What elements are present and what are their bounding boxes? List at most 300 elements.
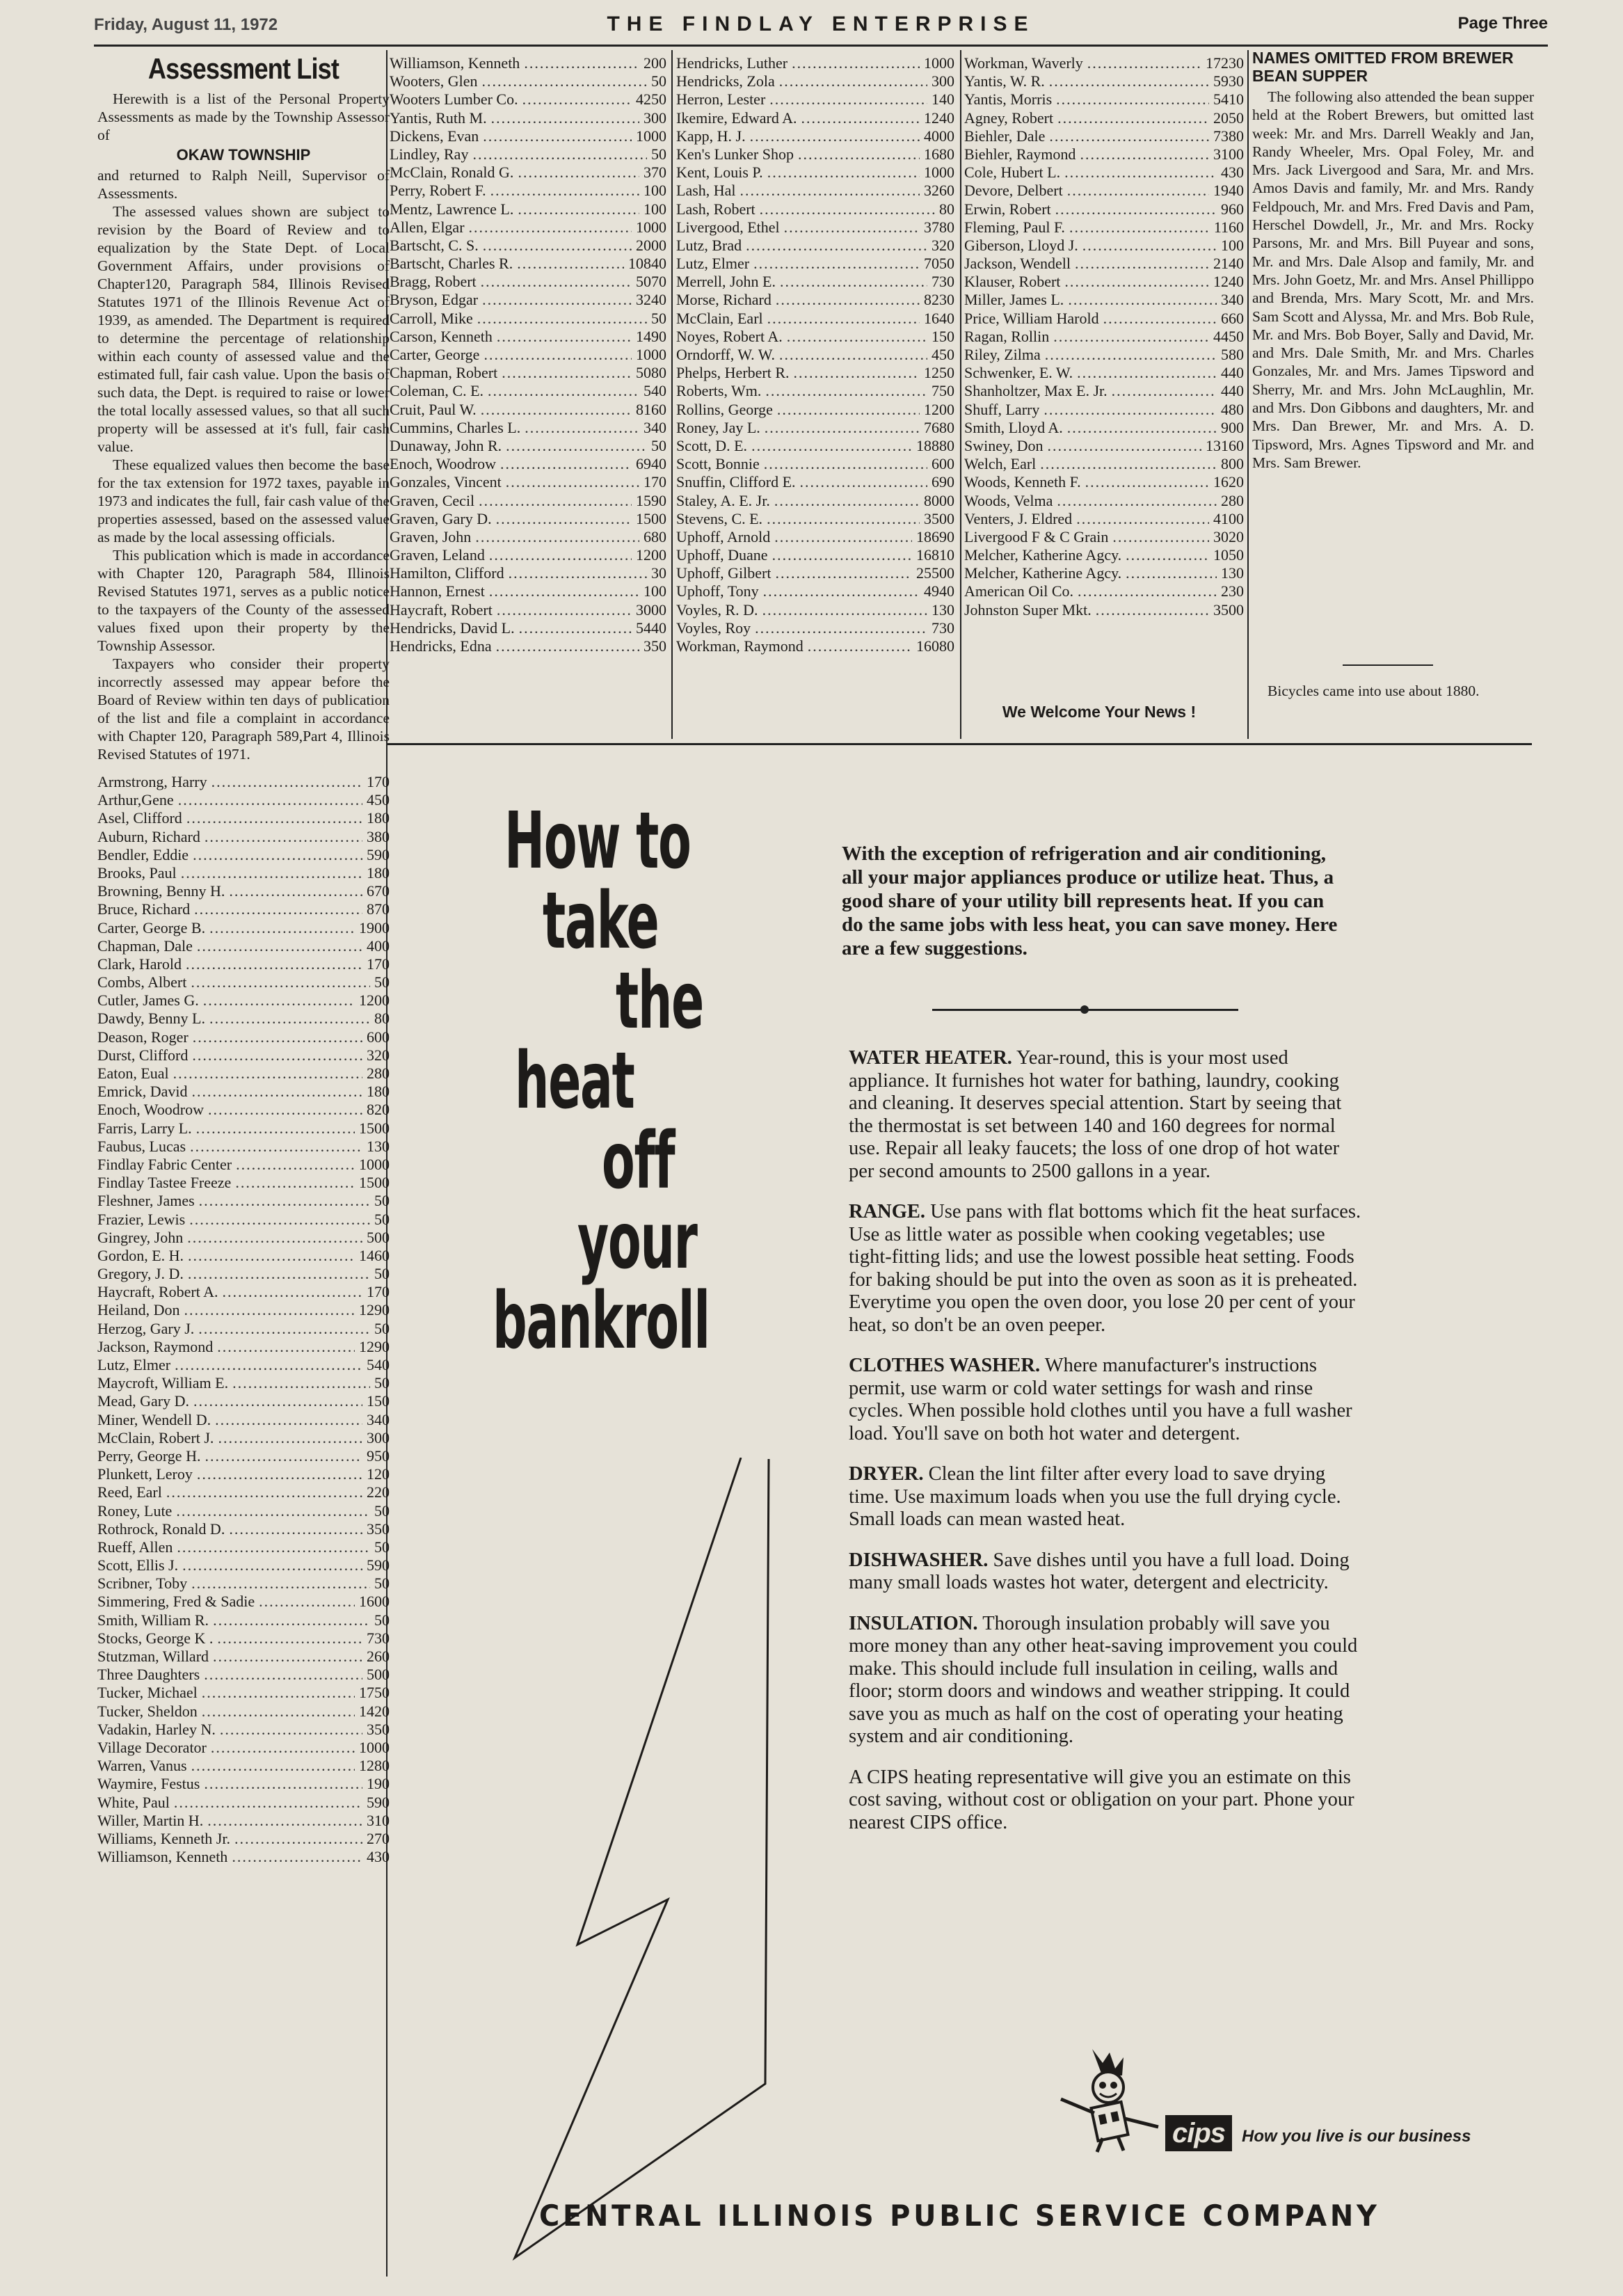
assessed-value: 100 — [643, 182, 666, 200]
taxpayer-name: Dawdy, Benny L. — [97, 1010, 205, 1028]
assessed-value: 8160 — [636, 400, 666, 418]
dot-leader — [1082, 237, 1217, 255]
taxpayer-name: Miller, James L. — [964, 291, 1064, 309]
dot-leader — [1080, 145, 1209, 164]
dot-leader — [1057, 492, 1217, 510]
assessed-value: 16810 — [916, 546, 954, 564]
assessed-value: 170 — [367, 1283, 390, 1301]
dot-leader — [751, 437, 912, 455]
dot-leader — [762, 601, 927, 619]
assessment-list-col2 — [390, 54, 666, 655]
assessed-value: 600 — [367, 1028, 390, 1046]
taxpayer-name: Riley, Zilma — [964, 346, 1041, 363]
dot-leader — [1112, 528, 1209, 546]
dot-leader — [518, 200, 639, 218]
assessed-value: 5930 — [1213, 72, 1244, 90]
assessed-value: 260 — [367, 1648, 390, 1665]
assessment-entry — [97, 1538, 390, 1556]
dot-leader — [1057, 109, 1209, 127]
assessed-value: 270 — [367, 1829, 390, 1847]
dot-leader — [229, 882, 362, 900]
assessed-value: 80 — [374, 1010, 390, 1028]
assessed-value: 870 — [367, 900, 390, 918]
taxpayer-name: Emrick, David — [97, 1083, 188, 1101]
taxpayer-name: Maycroft, William E. — [97, 1374, 229, 1392]
assessment-entry — [676, 455, 954, 473]
assessment-entry — [97, 1666, 390, 1684]
tip-dishwasher — [849, 1549, 1364, 1595]
assessment-entry — [676, 54, 954, 72]
headline-line: bankroll — [493, 1276, 710, 1366]
dot-leader — [753, 255, 920, 273]
assessed-value: 730 — [932, 273, 954, 291]
dot-leader — [205, 828, 362, 846]
dot-leader — [186, 809, 362, 827]
assessment-entry — [390, 510, 666, 528]
assessment-entry — [390, 637, 666, 655]
intro-paragraph: Herewith is a list of the Personal Property Assessments as made by the Township Assessor of — [97, 90, 390, 143]
taxpayer-name: Graven, Leland — [390, 546, 485, 564]
taxpayer-name: Carter, George — [390, 346, 480, 363]
assessment-entry — [97, 1794, 390, 1812]
assessment-entry — [97, 1229, 390, 1247]
headline-line: How to — [504, 796, 691, 886]
assessment-entry — [97, 1247, 390, 1265]
assessment-entry — [97, 1520, 390, 1538]
assessment-entry — [964, 564, 1244, 582]
assessed-value: 1590 — [636, 491, 666, 509]
assessed-value: 1000 — [636, 127, 666, 145]
trivia-divider — [1343, 664, 1433, 666]
assessment-entry — [97, 1447, 390, 1465]
assessment-entry — [97, 1174, 390, 1192]
dot-leader — [191, 973, 370, 991]
assessed-value: 170 — [367, 955, 390, 973]
assessment-entry — [97, 1739, 390, 1757]
ad-divider-dot — [1080, 1005, 1089, 1014]
assessed-value: 3500 — [1213, 600, 1244, 619]
assessment-entry — [964, 382, 1244, 400]
dot-leader — [1085, 473, 1209, 491]
assessment-entry — [390, 564, 666, 582]
dot-leader — [177, 1538, 370, 1556]
taxpayer-name: Gingrey, John — [97, 1228, 184, 1246]
taxpayer-name: Roberts, Wm. — [676, 382, 762, 400]
dot-leader — [232, 1848, 362, 1866]
assessed-value: 50 — [374, 973, 390, 991]
taxpayer-name: Johnston Super Mkt. — [964, 600, 1092, 619]
assessment-entry — [676, 109, 954, 127]
masthead — [94, 10, 1548, 42]
dot-leader — [1103, 310, 1217, 328]
taxpayer-name: Melcher, Katherine Agcy. — [964, 546, 1122, 564]
assessment-entry — [390, 582, 666, 600]
assessed-value: 730 — [367, 1629, 390, 1647]
dot-leader — [500, 455, 632, 473]
assessment-entry — [964, 546, 1244, 564]
assessed-value: 130 — [367, 1137, 390, 1155]
body-paragraph: These equalized values then become the base for the tax extension for 1972 taxes, payable in 1973 and indicates the full, fair cash value of the properties assessed, based on the assessed value as made by the local assessing officials. — [97, 456, 390, 545]
dot-leader — [777, 401, 920, 419]
taxpayer-name: Warren, Vanus — [97, 1757, 187, 1775]
dot-leader — [808, 637, 912, 655]
dot-leader — [1053, 328, 1209, 346]
tip-text: Thorough insulation probably will save you more money than any other heat-saving improvement you could make. This should include full insulation in ceiling, walls and floor; storm doors and windows and weather stripping. It could save you as much as half on the cost of operating your heating system and air conditioning. — [849, 1612, 1358, 1747]
taxpayer-name: Stocks, George K . — [97, 1629, 214, 1647]
assessment-entry — [97, 1812, 390, 1830]
dot-leader — [1075, 255, 1209, 273]
assessed-value: 50 — [651, 309, 666, 327]
dot-leader — [204, 1775, 362, 1793]
assessment-entry — [390, 182, 666, 200]
assessed-value: 180 — [367, 809, 390, 827]
dot-leader — [524, 54, 639, 72]
taxpayer-name: Gonzales, Vincent — [390, 473, 502, 491]
taxpayer-name: Swiney, Don — [964, 436, 1044, 454]
tip-title: DISHWASHER. — [849, 1549, 989, 1571]
cips-logo: cips — [1165, 2115, 1232, 2151]
taxpayer-name: Fleshner, James — [97, 1192, 195, 1210]
taxpayer-name: Perry, Robert F. — [390, 182, 486, 200]
assessment-entry — [97, 828, 390, 846]
assessed-value: 310 — [367, 1811, 390, 1829]
headline-line: take — [543, 876, 659, 966]
assessment-entry — [676, 182, 954, 200]
tip-text: Where manufacturer's instructions permit, use warm or cold water settings for wash and rinse cycles. When possible hold clothes until you have a full washer load. You'll save on both hot water and detergent. — [849, 1355, 1352, 1444]
dot-leader — [213, 1611, 370, 1629]
dot-leader — [1096, 601, 1209, 619]
assessed-value: 80 — [939, 200, 954, 218]
assessment-entry — [676, 510, 954, 528]
assessment-entry — [676, 637, 954, 655]
dot-leader — [800, 473, 927, 491]
taxpayer-name: Welch, Earl — [964, 455, 1037, 473]
assessment-entry — [964, 182, 1244, 200]
assessed-value: 8000 — [924, 491, 954, 509]
taxpayer-name: Schwenker, E. W. — [964, 364, 1073, 382]
assessed-value: 230 — [1221, 582, 1244, 600]
dot-leader — [190, 1138, 362, 1156]
dot-leader — [750, 127, 920, 145]
assessment-entry — [964, 54, 1244, 72]
assessment-entry — [390, 473, 666, 491]
ad-closing: A CIPS heating representative will give you an estimate on this cost saving, without cost or obligation on your part. Phone your nearest CIPS office. — [849, 1766, 1354, 1833]
taxpayer-name: Hamilton, Clifford — [390, 564, 504, 582]
assessment-entry — [97, 773, 390, 791]
assessed-value: 300 — [643, 109, 666, 127]
dot-leader — [482, 72, 647, 90]
assessment-entry — [97, 864, 390, 882]
township-name: OKAW TOWNSHIP — [176, 146, 311, 164]
assessed-value: 1050 — [1213, 546, 1244, 564]
dot-leader — [740, 182, 920, 200]
taxpayer-name: Morse, Richard — [676, 291, 771, 309]
assessed-value: 320 — [932, 236, 954, 254]
dot-leader — [483, 127, 632, 145]
tip-title: RANGE. — [849, 1201, 926, 1222]
taxpayer-name: Gordon, E. H. — [97, 1246, 184, 1264]
assessment-entry — [964, 237, 1244, 255]
dot-leader — [509, 564, 647, 582]
assessed-value: 540 — [643, 382, 666, 400]
assessed-value: 1000 — [636, 218, 666, 236]
dot-leader — [780, 273, 927, 291]
assessment-entry — [97, 1703, 390, 1721]
assessed-value: 350 — [367, 1520, 390, 1538]
column-rule — [960, 50, 961, 739]
taxpayer-name: Uphoff, Tony — [676, 582, 759, 600]
assessment-entry — [964, 455, 1244, 473]
tip-text: Use pans with flat bottoms which fit the heat surfaces. Use as little water as possible when cooking vegetables; use tight-fitting lids; and use the lowest possible heat setting. Foods for baking should be put into the oven as soon as it is preheated. Everytime you open the oven door, you lose 20 per cent of your heat, so don't be an oven peeper. — [849, 1201, 1361, 1336]
assessed-value: 960 — [1221, 200, 1244, 218]
assessed-value: 4100 — [1213, 509, 1244, 527]
taxpayer-name: Graven, Gary D. — [390, 509, 492, 527]
dot-leader — [1077, 364, 1217, 382]
assessment-entry — [964, 310, 1244, 328]
assessed-value: 1240 — [924, 109, 954, 127]
assessed-value: 180 — [367, 863, 390, 882]
taxpayer-name: Herzog, Gary J. — [97, 1319, 195, 1337]
taxpayer-name: Workman, Raymond — [676, 637, 803, 655]
taxpayer-name: Shanholtzer, Max E. Jr. — [964, 382, 1108, 400]
taxpayer-name: Bragg, Robert — [390, 273, 477, 291]
assessed-value: 300 — [932, 72, 954, 90]
dot-leader — [517, 255, 624, 273]
headline-line: your — [577, 1196, 697, 1286]
assessment-entry — [390, 601, 666, 619]
dot-leader — [1049, 127, 1209, 145]
dot-leader — [792, 54, 920, 72]
assessment-entry — [390, 419, 666, 437]
assessed-value: 350 — [367, 1720, 390, 1738]
taxpayer-name: Heiland, Don — [97, 1301, 180, 1319]
assessment-entry — [390, 437, 666, 455]
taxpayer-name: Herron, Lester — [676, 90, 766, 109]
assessment-entry — [964, 291, 1244, 309]
assessment-list-col4 — [964, 54, 1244, 619]
assessed-value: 2050 — [1213, 109, 1244, 127]
assessed-value: 100 — [1221, 236, 1244, 254]
assessed-value: 540 — [367, 1356, 390, 1373]
taxpayer-name: Lutz, Brad — [676, 236, 742, 254]
column-rule — [671, 50, 673, 739]
ad-intro: With the exception of refrigeration and air conditioning, all your major appliances produce or utilize heat. Thus, a good share of your utility bill represents heat. If you can do the same jobs with less heat, you can save money. Here are a few suggestions. — [842, 843, 1338, 959]
dot-leader — [763, 582, 920, 600]
assessment-entry — [676, 601, 954, 619]
assessment-entry — [97, 1010, 390, 1028]
assessed-value: 580 — [1221, 346, 1244, 363]
assessed-value: 190 — [367, 1775, 390, 1793]
assessment-entry — [97, 1301, 390, 1319]
taxpayer-name: White, Paul — [97, 1793, 170, 1811]
dot-leader — [189, 1211, 370, 1229]
taxpayer-name: Haycraft, Robert — [390, 600, 493, 619]
taxpayer-name: Brooks, Paul — [97, 863, 177, 882]
assessed-value: 480 — [1221, 400, 1244, 418]
dot-leader — [208, 1101, 362, 1119]
assessed-value: 50 — [651, 72, 666, 90]
dot-leader — [1087, 54, 1201, 72]
names-omitted-title: NAMES OMITTED FROM BREWER BEAN SUPPER — [1252, 49, 1514, 85]
taxpayer-name: Deason, Roger — [97, 1028, 189, 1046]
taxpayer-name: Cummins, Charles L. — [390, 418, 521, 436]
body-paragraph: Taxpayers who consider their property incorrectly assessed may appear before the Board of Review within ten days of publication of the list and file a complaint in accordance with Chapter 120, Paragraph 589,Part 4, Illinois Revised Statutes of 1971. — [97, 655, 390, 763]
taxpayer-name: Cruit, Paul W. — [390, 400, 477, 418]
assessed-value: 1600 — [359, 1593, 390, 1611]
assessment-entry — [97, 1721, 390, 1739]
dot-leader — [193, 846, 362, 864]
tips-list — [849, 1047, 1364, 1834]
assessment-entry — [964, 492, 1244, 510]
assessed-value: 16080 — [916, 637, 954, 655]
assessed-value: 3500 — [924, 509, 954, 527]
assessed-value: 1250 — [924, 364, 954, 382]
assessed-value: 140 — [932, 90, 954, 109]
assessed-value: 1000 — [636, 346, 666, 363]
taxpayer-name: Hendricks, Zola — [676, 72, 775, 90]
assessment-entry — [676, 255, 954, 273]
assessment-entry — [676, 437, 954, 455]
taxpayer-name: Miner, Wendell D. — [97, 1410, 211, 1428]
dot-leader — [746, 237, 927, 255]
taxpayer-name: Chapman, Robert — [390, 364, 498, 382]
assessment-entry — [676, 291, 954, 309]
assessment-entry — [676, 328, 954, 346]
assessed-value: 600 — [932, 455, 954, 473]
dot-leader — [181, 864, 362, 882]
assessment-article — [97, 52, 390, 1866]
taxpayer-name: Livergood F & C Grain — [964, 527, 1109, 545]
assessed-value: 340 — [367, 1410, 390, 1428]
assessed-value: 800 — [1221, 455, 1244, 473]
assessment-entry — [97, 1320, 390, 1338]
taxpayer-name: Perry, George H. — [97, 1446, 201, 1465]
tip-title: INSULATION. — [849, 1612, 978, 1634]
dot-leader — [767, 164, 920, 182]
taxpayer-name: Mead, Gary D. — [97, 1392, 189, 1410]
taxpayer-name: Livergood, Ethel — [676, 218, 780, 236]
assessment-entry — [676, 546, 954, 564]
assessment-entry — [97, 1265, 390, 1283]
assessment-list-col1 — [97, 773, 390, 1866]
dot-leader — [175, 1356, 362, 1374]
dot-leader — [497, 328, 632, 346]
tip-dryer — [849, 1463, 1364, 1531]
assessment-entry — [964, 582, 1244, 600]
dot-leader — [197, 1465, 362, 1483]
taxpayer-name: Enoch, Woodrow — [97, 1101, 205, 1119]
assessment-list-col3 — [676, 54, 954, 655]
dot-leader — [232, 1374, 370, 1392]
dot-leader — [477, 310, 647, 328]
taxpayer-name: Bartscht, C. S. — [390, 236, 479, 254]
dot-leader — [1064, 164, 1217, 182]
assessed-value: 320 — [367, 1046, 390, 1064]
assessment-entry — [676, 419, 954, 437]
assessment-entry — [964, 328, 1244, 346]
dot-leader — [522, 90, 632, 109]
assessment-entry — [964, 90, 1244, 109]
assessment-entry — [97, 1138, 390, 1156]
assessment-entry — [390, 145, 666, 164]
taxpayer-name: Ikemire, Edward A. — [676, 109, 797, 127]
assessed-value: 170 — [643, 473, 666, 491]
dot-leader — [176, 1502, 370, 1520]
taxpayer-name: Farris, Larry L. — [97, 1119, 192, 1137]
dot-leader — [1126, 564, 1217, 582]
dot-leader — [519, 619, 632, 637]
assessed-value: 4450 — [1213, 327, 1244, 345]
taxpayer-name: Carroll, Mike — [390, 309, 473, 327]
assessment-entry — [390, 546, 666, 564]
taxpayer-name: Three Daughters — [97, 1666, 200, 1684]
tip-text: Clean the lint filter after every load to save drying time. Use maximum loads when you use the full drying cycle. Small loads can mean wasted heat. — [849, 1463, 1341, 1530]
assessment-entry — [97, 1556, 390, 1574]
taxpayer-name: Village Decorator — [97, 1738, 207, 1756]
dot-leader — [1040, 455, 1217, 473]
taxpayer-name: Kapp, H. J. — [676, 127, 746, 145]
assessed-value: 430 — [367, 1848, 390, 1866]
dot-leader — [482, 291, 632, 309]
dot-leader — [1067, 419, 1217, 437]
dot-leader — [1068, 291, 1217, 309]
cips-advertisement — [390, 748, 1537, 2265]
taxpayer-name: Jackson, Wendell — [964, 255, 1071, 273]
dot-leader — [192, 1083, 362, 1101]
assessed-value: 150 — [367, 1392, 390, 1410]
assessed-value: 30 — [651, 564, 666, 582]
assessment-entry — [964, 109, 1244, 127]
dot-leader — [1064, 273, 1209, 291]
taxpayer-name: Allen, Elgar — [390, 218, 465, 236]
dot-leader — [794, 364, 920, 382]
taxpayer-name: Tucker, Michael — [97, 1684, 198, 1702]
assessed-value: 3780 — [924, 218, 954, 236]
dot-leader — [187, 1229, 362, 1247]
assessment-entry — [97, 1429, 390, 1447]
taxpayer-name: Plunkett, Leroy — [97, 1465, 193, 1483]
assessment-entry — [676, 218, 954, 237]
dot-leader — [765, 382, 927, 400]
taxpayer-name: Smith, Lloyd A. — [964, 418, 1063, 436]
assessed-value: 440 — [1221, 382, 1244, 400]
assessed-value: 50 — [374, 1574, 390, 1593]
assessed-value: 1240 — [1213, 273, 1244, 291]
taxpayer-name: Graven, Cecil — [390, 491, 475, 509]
assessment-entry — [964, 510, 1244, 528]
taxpayer-name: Lindley, Ray — [390, 145, 469, 163]
assessed-value: 440 — [1221, 364, 1244, 382]
tip-clothes-washer — [849, 1355, 1364, 1445]
taxpayer-name: Vadakin, Harley N. — [97, 1720, 216, 1738]
headline-line: the — [616, 956, 704, 1046]
assessed-value: 100 — [643, 200, 666, 218]
dot-leader — [209, 919, 355, 937]
newspaper-title: THE FINDLAY ENTERPRISE — [607, 13, 1035, 35]
assessed-value: 1500 — [359, 1119, 390, 1137]
dot-leader — [202, 1684, 355, 1702]
assessment-entry — [97, 1629, 390, 1648]
dot-leader — [193, 1028, 362, 1046]
assessment-entry — [97, 937, 390, 955]
dot-leader — [518, 164, 639, 182]
dot-leader — [479, 492, 632, 510]
assessment-entry — [97, 1502, 390, 1520]
assessed-value: 7680 — [924, 418, 954, 436]
assessment-entry — [676, 382, 954, 400]
dot-leader — [769, 90, 927, 109]
assessed-value: 370 — [643, 164, 666, 182]
